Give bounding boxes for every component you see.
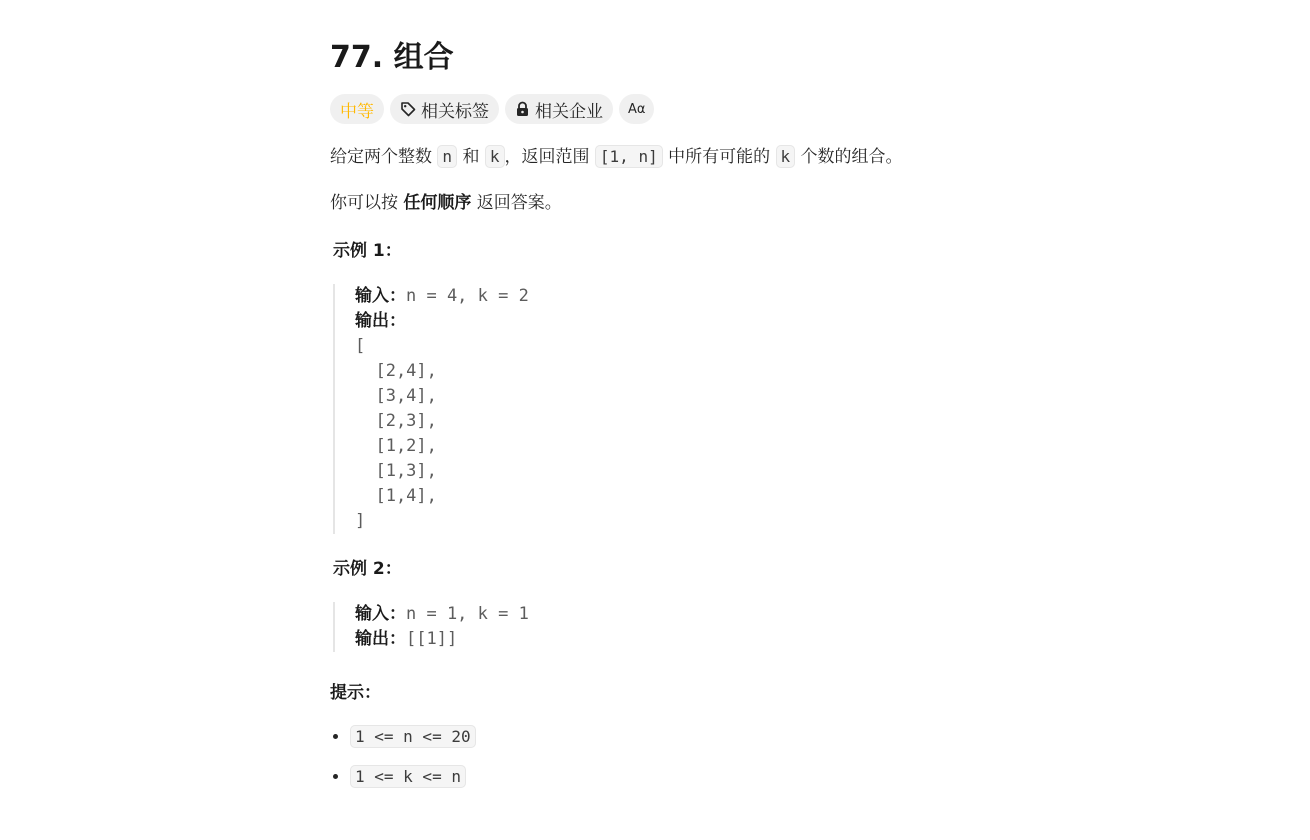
tag-row [330,94,970,124]
statement-text-2: 和 [457,147,485,167]
example-2-block [333,602,970,652]
statement-text-5: 个数的组合。 [795,147,903,167]
constraint-code: 1 <= n <= 20 [350,725,476,748]
output-label: 输出： [355,629,406,649]
constraint-code: 1 <= k <= n [350,765,466,788]
difficulty-badge [330,94,384,124]
order-prefix: 你可以按 [330,193,404,213]
order-bold: 任何顺序 [403,193,472,213]
example-1-input [355,284,970,309]
order-note [330,190,970,216]
input-label: 输入： [355,604,406,624]
example-2-input-value: n = 1, k = 1 [406,604,529,624]
lock-icon [515,101,530,117]
related-tags-label: 相关标签 [421,101,489,122]
inline-code-range: [1, n] [595,145,663,168]
example-1-input-value: n = 4, k = 2 [406,286,529,306]
problem-statement [330,144,970,170]
translate-button[interactable] [619,94,654,124]
example-1-output [355,309,970,534]
statement-text-4: 中所有可能的 [662,147,776,167]
example-2-input [355,602,970,627]
inline-code-k-2: k [776,145,796,168]
statement-text-3: ，返回范围 [504,147,595,167]
constraint-item [350,764,970,790]
example-1-title: 示例 1： [333,241,402,261]
inline-code-k: k [485,145,505,168]
statement-text-1: 给定两个整数 [330,147,438,167]
related-companies-label: 相关企业 [535,101,603,122]
inline-code-n: n [437,145,457,168]
example-2-output [355,627,970,652]
translate-icon: Aα [628,101,646,117]
input-label: 输入： [355,286,406,306]
related-companies-button[interactable] [505,94,613,124]
example-1-block [333,284,970,534]
related-tags-button[interactable] [390,94,499,124]
difficulty-label: 中等 [340,101,374,122]
output-label: 输出： [355,311,406,331]
constraints-list [330,724,970,790]
example-2-title: 示例 2： [333,559,402,579]
problem-description [330,36,970,804]
example-2-output-value: [[1]] [406,629,458,649]
example-1-output-value: [ [2,4], [3,4], [2,3], [1,2], [1,3], [1,4], ] [355,336,437,531]
problem-title[interactable]: 77. 组合 [330,40,454,75]
hints-title: 提示： [330,683,381,703]
tag-icon [400,101,416,117]
order-suffix: 返回答案。 [471,193,562,213]
constraint-item [350,724,970,750]
